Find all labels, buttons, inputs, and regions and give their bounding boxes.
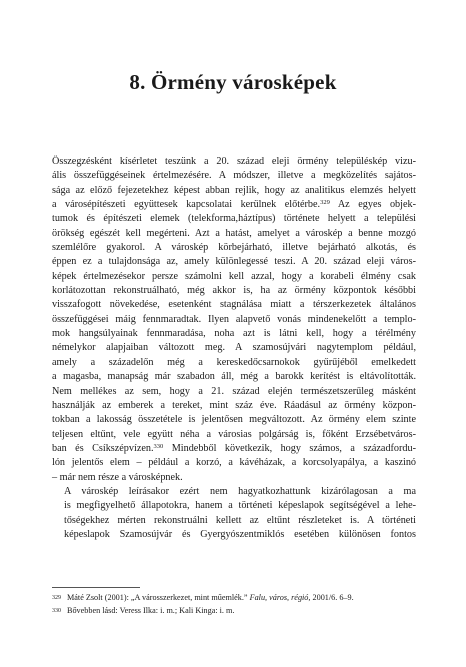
text-line-with-note — [52, 442, 416, 456]
text-line: Összegzésként kísérletet teszünk a 20. század eleji örmény településkép vizu- — [52, 156, 416, 167]
text-line: használják az emberek a tereket, mint száz éve. Ráadásul az örmény közpon- — [52, 399, 416, 411]
text-line: éppen ez a tulajdonsága az, amely különlegessé teszi. A 20. század eleji város- — [52, 256, 416, 268]
text-line: szemlélőre gyakorol. A városkép körbejárható, illetve bejárható alkotás, és — [52, 242, 416, 254]
text-line: A városkép leírásakor ezért nem hagyatkozhattunk kizárólagosan a ma — [64, 485, 416, 497]
text-line: némelykor alapjaiban változott meg. A szamosújvári nagytemplom például, — [52, 342, 416, 354]
text-line — [52, 456, 416, 470]
text-line: a magasba, manapság már szabadon áll, még a barokk kerítést is eltávolították. — [52, 371, 416, 383]
text-line-with-note — [52, 198, 416, 212]
text-line: képeslapok Szamosújvár és Gyergyószentmiklós esetében különösen fontos — [64, 528, 416, 540]
footnote — [52, 592, 416, 605]
text-line: örökség egészét kell megérteni. Azt a hatást, amelyet a városkép a benne mozgó — [52, 227, 416, 239]
footnote-number: 329 — [52, 595, 61, 601]
text-line: – már nem része a városképnek. — [52, 471, 183, 483]
text-segment: Az egyes objek- — [329, 199, 416, 211]
text-segment: lón — [52, 457, 66, 469]
text-line: visszafogott növekedése, esetenként stagnálása miatt a térszerkezetek általános — [52, 299, 416, 311]
text-line: mok hangsúlyainak fennmaradása, noha azt is látni kell, hogy a térélmény — [52, 328, 416, 340]
text-segment: jelentős elem – például a korzó, a kávéházak, a korcsolyapálya, a kaszinó — [71, 457, 417, 469]
footnote-text: 2001/6. 6–9. — [310, 593, 354, 602]
footnote-ref: 329 — [320, 199, 330, 207]
text-line: sága az előző fejezetekhez képest abban rejlik, hogy az analitikus elemzés helyett — [52, 184, 416, 196]
text-line: ális összefüggéseinek értelmezésére. A módszer, illetve a megközelítés sajátos- — [52, 170, 416, 182]
footnote-divider — [52, 587, 140, 588]
footnotes — [52, 592, 416, 617]
paragraph-1 — [52, 155, 416, 471]
text-line: tumok és építészeti elemek (telekforma,háztípus) története helyett a települési — [52, 213, 416, 225]
footnote-ref: 330 — [153, 442, 164, 450]
text-line: tokban a lakosság összetétele is jelentősen megváltozott. Az örmény elem szinte — [52, 414, 416, 426]
text-line: összefüggései máig fennmaradtak. Ilyen alapvető vonás mindenekelőtt a templo- — [52, 313, 416, 325]
text-line: tőségekhez mérten rekonstruálni kellett az eltűnt részleteket is. A történeti — [64, 514, 416, 526]
footnote — [52, 605, 416, 618]
chapter-title: 8. Örmény városképek — [129, 70, 337, 94]
text-line: is megfigyelhető állapotokra, hanem a történeti képeslapok segítségével a lehe- — [64, 500, 416, 512]
footnote-number: 330 — [52, 607, 61, 614]
text-segment: a városépítészeti együttesek kapcsolatai kerülnek előtérbe. — [52, 199, 321, 211]
footnote-journal: Falu, város, régió, — [249, 593, 311, 602]
text-segment: ban és Csíkszépvízen. — [52, 442, 154, 454]
text-line: képek értelmezésekor persze számolni kell azzal, hogy a korabeli élmény csak — [52, 270, 416, 282]
body-text — [52, 155, 416, 542]
text-line: korlátozottan rekonstruálható, még akkor is, ha az örmény központok későbbi — [52, 285, 416, 297]
footnote-text: Máté Zsolt (2001): „A városszerkezet, mint műemlék.” — [67, 593, 248, 602]
text-line: teljesen eltűnt, vele együtt néha a városias polgárság is, főként Erzsébetváros- — [52, 428, 416, 440]
paragraph-2 — [52, 485, 416, 542]
footnote-text: Bővebben lásd: Veress Ilka: i. m.; Kali Kinga: i. m. — [67, 605, 235, 615]
text-line: Nem mellékes az sem, hogy a 21. század elején természetszerűleg másként — [52, 385, 416, 397]
paragraph-1-end — [52, 471, 416, 485]
text-segment: Mindebből következik, hogy számos, a századfordu- — [163, 442, 416, 454]
text-line: amely a századelőn még a kereskedőcsarnokok gyűrűjéből emelkedett — [52, 356, 416, 368]
